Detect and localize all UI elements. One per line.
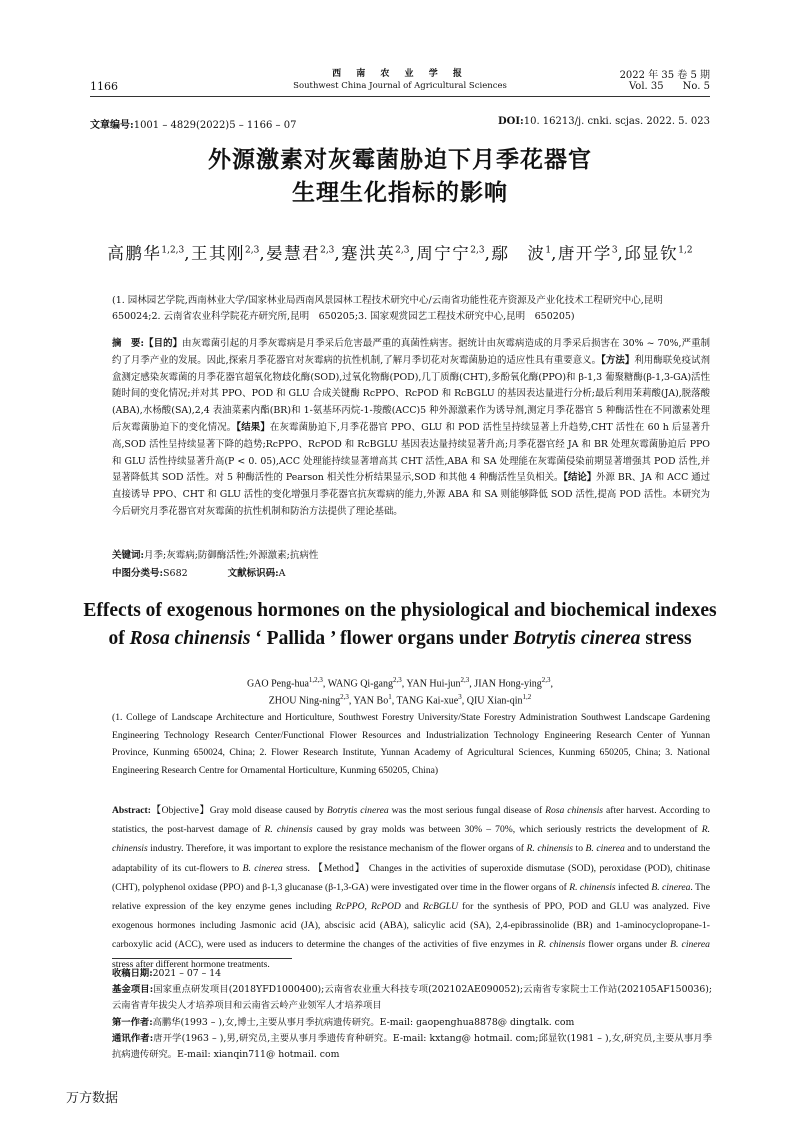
- gene-name: RcBGLU: [422, 901, 459, 913]
- doi-label: DOI:: [497, 116, 524, 127]
- abstract-text: flower organs under: [585, 939, 671, 951]
- author-sup: 1: [388, 693, 392, 701]
- volume-number: Vol. 35 No. 5: [629, 81, 710, 92]
- species-name: Rosa chinensis: [545, 805, 603, 816]
- author-sup: 1,2: [678, 245, 693, 256]
- author-sup: 3: [611, 245, 618, 256]
- pathogen-name: B. cinerea: [670, 939, 710, 951]
- abstract-text: Gray mold disease caused by: [209, 805, 327, 816]
- first-author-value: 高鹏华(1993 – ),女,博士,主要从事月季抗病遗传研究。E-mail: gaopenghua8878@ dingtalk. com: [152, 1016, 575, 1028]
- author-sup: 1,2,3: [308, 676, 323, 684]
- clc-code: S682: [163, 568, 188, 579]
- abstract-text: and to understand the adaptability of its cut-flowers to: [112, 843, 710, 874]
- abstract-text: was the most serious fungal disease of: [388, 805, 546, 816]
- article-number-label: 文章编号:: [90, 120, 134, 131]
- species-name: R. chinensis: [264, 824, 313, 836]
- corresponding-value: 唐开学(1963 – ),男,研究员,主要从事月季遗传育种研究。E-mail: kxtang@ hotmail. com;邱显钦(1981 – ),女,研究员,主要从事月季抗病遗传研究。E-mail: xianqin711@ hotmail. com: [112, 1032, 712, 1061]
- abstract-cn: [112, 336, 710, 521]
- species-name: R. chinensis: [112, 824, 710, 855]
- doc-code: A: [278, 568, 286, 579]
- author-cn: 唐开学: [557, 244, 612, 263]
- abstract-text: for the synthesis of PPO, POD and GLU was analyzed. Five exogenous hormones including Jasmonic acid (JA), abscisic acid (ABA), salicylic acid (SA), 2,4-epibrassinolide (BR) and 1-aminocyclopropane-1-carboxylic acid (ACC), were used as inducers to determine the changes of the activities of five enzymes in: [112, 901, 710, 951]
- author-en: QIU Xian-qin: [466, 695, 523, 707]
- keywords-cn: [112, 547, 318, 561]
- first-author: [112, 1015, 712, 1031]
- journal-name-en: Southwest China Journal of Agricultural Sciences: [293, 81, 507, 91]
- result-label: 【结果】: [236, 421, 270, 433]
- title-en-line1: Effects of exogenous hormones on the physiological and biochemical indexes: [83, 600, 717, 621]
- doi-value: 10. 16213/j. cnki. scjas. 2022. 5. 023: [523, 116, 710, 127]
- clc-label: 中图分类号:: [112, 568, 164, 579]
- author-sup: 1: [545, 245, 552, 256]
- species-name: R. chinensis: [537, 939, 586, 951]
- author-sup: 2,3: [245, 245, 260, 256]
- authors-cn: 高鹏华$^{1,2,3}$,王其刚$^{2,3}$,晏慧君$^{2,3}$,蹇洪英$^{2,3}$,周宁宁$^{2,3}$,鄢 波$^1$,唐开学$^3$,邱显钦$^{1,2}$: [107, 244, 693, 263]
- abstract-text: stress after different hormone treatments.: [112, 958, 270, 970]
- author-sup: 1,2,3: [161, 245, 185, 256]
- author-sup: 2,3: [460, 676, 470, 684]
- keywords-text: 月季;灰霉病;防御酶活性;外源激素;抗病性: [144, 550, 319, 561]
- conclusion-label: 【结论】: [563, 472, 597, 484]
- pathogen-name: Botrytis cinerea: [513, 628, 641, 649]
- keywords-label: 关键词:: [112, 550, 145, 561]
- title-cn-line1: 外源激素对灰霉菌胁迫下月季花器官: [208, 147, 592, 173]
- doi[interactable]: [498, 116, 710, 127]
- author-en: JIAN Hong-ying: [474, 678, 542, 690]
- author-en: GAO Peng-hua: [246, 678, 309, 690]
- abstract-cn-label: 摘 要:: [112, 338, 144, 349]
- funding-label: 基金项目:: [112, 984, 154, 996]
- method-text: 利用酶联免疫试剂盒测定感染灰霉菌的月季花器官超氧化物歧化酶(SOD),过氧化物酶(POD),几丁质酶(CHT),多酚氧化酶(PPO)和 β-1,3 葡聚糖酶(β-1,3-GA)活性随时间的变化情况;并对其 PPO、POD 和 GLU 合成关键酶 RcPPO、RcPOD 和 RcBGLU 的基因表达量进行分析;最后利用茉莉酸(JA),脱落酸(ABA),水杨酸(SA),2,4 表油菜素内酯(BR)和 1-氨基环丙烷-1-羧酸(ACC)5 种外源激素作为诱导剂,测定月季花器官 5 种酶活性在不同激素处理后灰霉菌胁迫下的变化情况。: [112, 354, 710, 433]
- wanfang-watermark: 万方数据: [66, 1091, 119, 1106]
- title-cn-line2: 生理生化指标的影响: [292, 180, 508, 206]
- objective-label-en: 【Objective】: [150, 805, 210, 816]
- author-cn: 王其刚: [191, 244, 246, 263]
- gene-name: RcPPO: [335, 901, 365, 913]
- author-sup: 2,3: [340, 693, 349, 701]
- received-label: 收稿日期:: [112, 968, 153, 979]
- title-en-text: stress: [640, 628, 692, 649]
- author-sup: 1,2: [522, 693, 532, 701]
- author-sup: 2,3: [395, 245, 410, 256]
- pathogen-name: B. cinerea: [585, 843, 625, 855]
- species-name: R. chinensis: [569, 881, 616, 893]
- author-en: YAN Hui-jun: [406, 678, 461, 690]
- doc-code-label: 文献标识码:: [227, 568, 279, 579]
- received-date: [112, 966, 712, 982]
- authors-en-line2: ZHOU Ning-ning$^{2,3}$, YAN Bo$^1$, TANG Kai-xue$^3$, QIU Xian-qin$^{1,2}$: [268, 693, 532, 707]
- result-text: 在灰霉菌胁迫下,月季花器官 PPO、GLU 和 POD 活性呈持续显著上升趋势,CHT 活性在 60 h 后显著升高,SOD 活性呈持续显著下降的趋势;RcPPO、RcPOD 和 RcBGLU 基因表达量持续显著升高;月季花器官经 JA 和 BR 处理灰霉菌胁迫后 PPO 和 GLU 活性持续显著升高(P < 0. 05),ACC 处理能持续显著增高其 CHT 活性,ABA 和 SA 处理能在灰霉菌侵染前期显著增强其 POD 活性,并显著降低其 SOD 活性。对 5 种酶活性的 Pearson 相关性分析结果显示,SOD 和其他 4 种酶活性呈负相关。: [112, 421, 710, 484]
- conclusion-text: 外源 BR、JA 和 ACC 通过直接诱导 PPO、CHT 和 GLU 活性的变化增强月季花器官抗灰霉病的能力,外源 ABA 和 SA 则能够降低 SOD 活性,提高 POD 活性。本研究为今后研究月季花器官对灰霉菌的抗性机制和防治方法提供了理论基础。: [112, 472, 710, 517]
- author-cn: 晏慧君: [266, 244, 321, 263]
- pathogen-name: B. cinerea: [242, 862, 283, 874]
- corresponding-label: 通讯作者:: [112, 1032, 154, 1044]
- method-label: 【方法】: [601, 354, 635, 366]
- received-value: 2021 – 07 – 14: [152, 968, 222, 979]
- author-sup: 2,3: [470, 245, 485, 256]
- author-sup: 2,3: [392, 676, 402, 684]
- cultivar-text: ‘ Pallida ’ flower organs under: [250, 628, 514, 649]
- article-number-value: 1001 – 4829(2022)5 – 1166 – 07: [133, 120, 297, 131]
- author-cn: 周宁宁: [416, 244, 471, 263]
- abstract-en: [112, 801, 710, 974]
- author-cn: 蹇洪英: [341, 244, 396, 263]
- species-name: Rosa chinensis: [129, 628, 251, 649]
- abstract-text: stress.: [282, 862, 314, 874]
- title-en-text: of: [108, 628, 130, 649]
- method-label-en: 【Method】: [313, 862, 366, 874]
- abstract-text: ,: [364, 901, 372, 913]
- authors-en-line1: GAO Peng-hua$^{1,2,3}$, WANG Qi-gang$^{2,3}$, YAN Hui-jun$^{2,3}$, JIAN Hong-ying$^{2,3}$,: [246, 676, 554, 690]
- abstract-text: industry. Therefore, it was important to explore the resistance mechanism of the flower organs of: [147, 843, 527, 855]
- author-cn: 鄢 波: [491, 244, 546, 263]
- species-name: R. chinensis: [526, 843, 574, 855]
- first-author-label: 第一作者:: [112, 1016, 153, 1028]
- objective-label: 【目的】: [144, 338, 183, 349]
- abstract-text: to: [573, 843, 586, 855]
- corresponding-author: [112, 1031, 712, 1063]
- author-en: TANG Kai-xue: [396, 695, 459, 707]
- funding-value: 国家重点研发项目(2018YFD1000400);云南省农业重大科技专项(202102AE090052);云南省专家院士工作站(202105AF150036);云南省青年拔尖人才培养项目和云南省云岭产业领军人才培养项目: [112, 984, 713, 1012]
- affiliation-cn: (1. 园林园艺学院,西南林业大学/国家林业局西南风景园林工程技术研究中心/云南省功能性花卉资源及产业化技术工程研究中心,昆明 650024;2. 云南省农业科学院花卉研究所,昆明 650205;3. 国家观赏园艺工程技术研究中心,昆明 650205): [112, 295, 673, 322]
- affiliation-en: (1. College of Landscape Architecture and Horticulture, Southwest Forestry University/State Forestry Administration Southwest Landscape Gardening Engineering Technology Research Center/Functional Flower Resources and Industrialization Technology Engineering Research Center of Yunnan Province, Kunming 650024, China; 2. Flower Research Institute, Yunnan Academy of Agricultural Sciences, Kunming 650205, China; 3. National Engineering Research Centre for Ornamental Horticulture, Kunming 650205, China): [112, 712, 710, 776]
- author-sup: 3: [458, 693, 462, 701]
- abstract-en-label: Abstract:: [112, 805, 151, 816]
- author-en: YAN Bo: [353, 695, 389, 707]
- page-number: 1166: [90, 80, 118, 93]
- header-rule: [90, 96, 710, 97]
- author-cn: 高鹏华: [107, 244, 162, 263]
- abstract-text: and: [400, 901, 423, 913]
- abstract-text: after harvest. According to statistics, the post-harvest damage of: [112, 805, 710, 836]
- author-cn: 邱显钦: [624, 244, 679, 263]
- journal-name-cn: 西 南 农 业 学 报: [332, 69, 468, 79]
- pathogen-name: B. cinerea: [651, 881, 691, 893]
- author-en: WANG Qi-gang: [327, 678, 393, 690]
- author-sup: 2,3: [320, 245, 335, 256]
- classification: [112, 565, 286, 579]
- footnote-rule: [112, 958, 292, 959]
- year-volume-issue: 2022 年 35 卷 5 期: [619, 70, 710, 81]
- objective-text: 由灰霉菌引起的月季灰霉病是月季采后危害最严重的真菌性病害。据统计由灰霉病造成的月季采后损害在 30% ~ 70%,严重制约了月季产业的发展。因此,探索月季花器官对灰霉病的抗性机制,了解月季切花对灰霉菌胁迫的适应性具有重要意义。: [112, 338, 710, 366]
- abstract-text: infected: [615, 881, 652, 893]
- abstract-text: Changes in the activities of superoxide dismutase (SOD), peroxidase (POD), chitinase (CHT), polyphenol oxidase (PPO) and β-1,3 glucanase (β-1,3-GA) were investigated over time in the flower organs of: [112, 862, 710, 893]
- author-sup: 2,3: [541, 676, 551, 684]
- abstract-text: . The relative expression of the key enzyme genes including: [112, 881, 710, 913]
- title-en-line2: [0, 628, 800, 650]
- funding: [112, 982, 712, 1014]
- footnotes: [112, 966, 712, 1063]
- gene-name: RcPOD: [371, 901, 401, 913]
- abstract-text: caused by gray molds was between 30% – 70%, which seriously restricts the development of: [312, 824, 702, 836]
- article-number: [90, 116, 296, 131]
- author-en: ZHOU Ning-ning: [268, 695, 341, 707]
- species-name: Botrytis cinerea: [326, 805, 389, 816]
